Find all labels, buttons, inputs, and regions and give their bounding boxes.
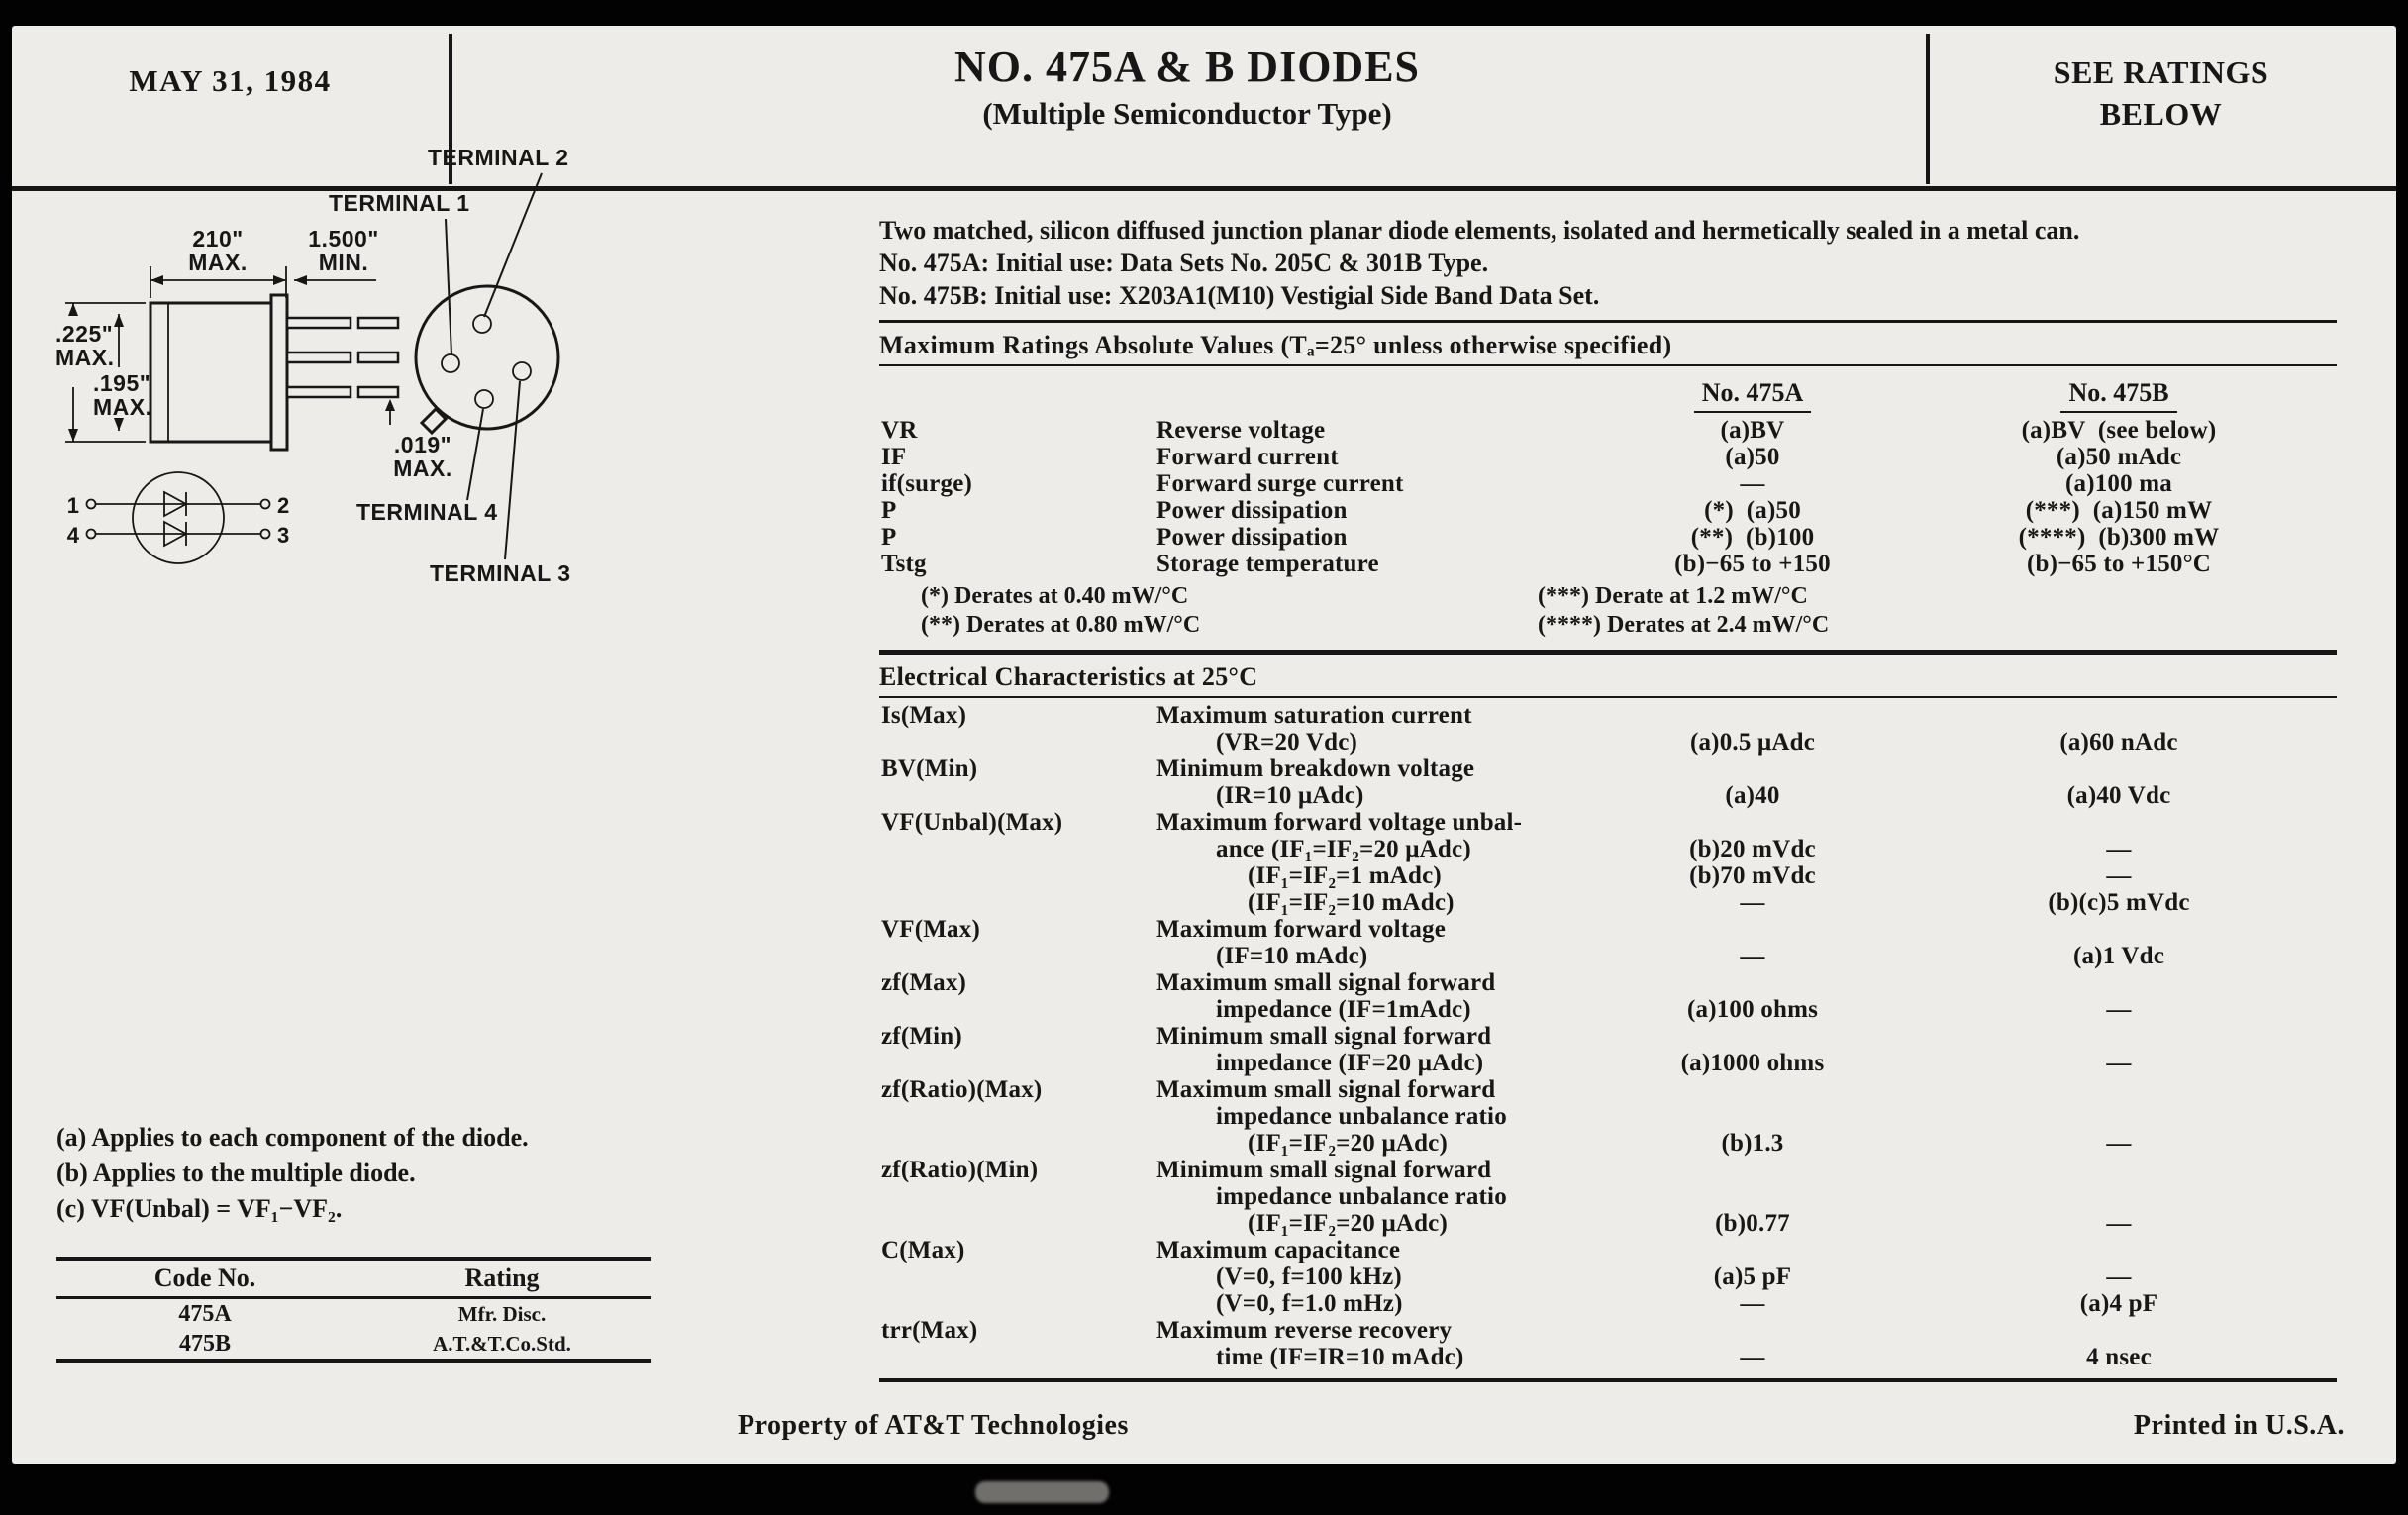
row-symbol bbox=[879, 943, 1156, 969]
value-475b bbox=[1901, 1237, 2337, 1263]
value-475a bbox=[1604, 1317, 1901, 1344]
rating-cell: Mfr. Disc. bbox=[457, 1302, 547, 1326]
electrical-row bbox=[879, 1290, 2337, 1317]
value-475b bbox=[1901, 1183, 2337, 1210]
dim-body-value: .195" bbox=[93, 370, 151, 396]
value-475b bbox=[1901, 809, 2337, 836]
footnote-definitions bbox=[56, 1120, 690, 1227]
electrical-row bbox=[879, 1076, 2337, 1103]
footnote-row bbox=[879, 582, 2337, 611]
code-cell: 475A bbox=[178, 1301, 232, 1327]
electrical-row bbox=[879, 1183, 2337, 1210]
row-symbol: IF bbox=[881, 444, 907, 470]
value-475b: — bbox=[2106, 1130, 2132, 1157]
value-475a: — bbox=[1740, 889, 1765, 916]
electrical-row bbox=[879, 1317, 2337, 1344]
row-description: Maximum forward voltage unbal- bbox=[1156, 809, 1523, 836]
electrical-row bbox=[879, 862, 2337, 889]
terminal-1-callout-line bbox=[446, 219, 452, 354]
specifications-column bbox=[879, 214, 2337, 1382]
terminal-1-label: TERMINAL 1 bbox=[329, 190, 470, 216]
can-flange bbox=[271, 295, 287, 450]
row-symbol bbox=[879, 729, 1156, 756]
row-symbol: VR bbox=[881, 417, 918, 444]
row-description: Power dissipation bbox=[1156, 524, 1348, 551]
row-symbol: Tstg bbox=[881, 551, 927, 577]
row-description: ance (IF₁=IF₂=20 μAdc) bbox=[1216, 836, 1471, 862]
ratings-note-line1: SEE RATINGS bbox=[2053, 54, 2269, 90]
row-symbol: VF(Max) bbox=[881, 916, 980, 943]
value-475b bbox=[1901, 1023, 2337, 1050]
row-symbol: trr(Max) bbox=[881, 1317, 978, 1344]
row-description: (IF₁=IF₂=20 μAdc) bbox=[1248, 1210, 1449, 1237]
note-b: (b) Applies to the multiple diode. bbox=[56, 1159, 416, 1187]
row-symbol bbox=[879, 1050, 1156, 1076]
section-rule bbox=[879, 320, 2337, 323]
electrical-row bbox=[879, 1050, 2337, 1076]
value-475b bbox=[1901, 702, 2337, 729]
value-475b: (****) (b)300 mW bbox=[2018, 524, 2220, 551]
value-475a: (a)50 bbox=[1725, 444, 1780, 470]
row-symbol: zf(Max) bbox=[881, 969, 967, 996]
value-475a: — bbox=[1740, 943, 1765, 969]
value-475b: (b)−65 to +150°C bbox=[2026, 551, 2212, 577]
row-description: (VR=20 Vdc) bbox=[1216, 729, 1358, 756]
electrical-row bbox=[879, 943, 2337, 969]
electrical-row bbox=[879, 889, 2337, 916]
row-description: (IF₁=IF₂=20 μAdc) bbox=[1248, 1130, 1449, 1157]
value-475b: (***) (a)150 mW bbox=[2025, 497, 2213, 524]
value-475b: — bbox=[2106, 862, 2132, 889]
value-475b: (a)100 ma bbox=[2064, 470, 2173, 497]
footnote-left: (*) Derates at 0.40 mW/°C bbox=[921, 583, 1189, 609]
row-description: Maximum reverse recovery bbox=[1156, 1317, 1453, 1344]
footnote-left: (**) Derates at 0.80 mW/°C bbox=[921, 612, 1201, 638]
pin-hole-terminal-3 bbox=[513, 362, 531, 380]
value-475a: — bbox=[1740, 1290, 1765, 1317]
value-475a: (b)0.77 bbox=[1715, 1210, 1790, 1237]
row-symbol bbox=[879, 836, 1156, 862]
value-475b: — bbox=[2106, 1210, 2132, 1237]
row-symbol bbox=[879, 1130, 1156, 1157]
terminal-2-label: TERMINAL 2 bbox=[428, 145, 569, 170]
value-475a: (b)1.3 bbox=[1721, 1130, 1784, 1157]
value-475a: (a)1000 ohms bbox=[1680, 1050, 1825, 1076]
value-475a bbox=[1604, 1076, 1901, 1103]
electrical-row bbox=[879, 1263, 2337, 1290]
row-symbol bbox=[879, 1103, 1156, 1130]
code-table-bottom-rule bbox=[56, 1359, 651, 1363]
value-475a: (a)40 bbox=[1725, 782, 1780, 809]
row-description: (IF₁=IF₂=10 mAdc) bbox=[1248, 889, 1455, 916]
electrical-row bbox=[879, 836, 2337, 862]
value-475a: (b)−65 to +150 bbox=[1674, 551, 1831, 577]
code-column-header: Code No. bbox=[153, 1263, 256, 1292]
value-475a: (a)5 pF bbox=[1713, 1263, 1792, 1290]
value-475a bbox=[1604, 702, 1901, 729]
value-475a: — bbox=[1740, 470, 1765, 497]
dim-pin-value: .019" bbox=[393, 432, 452, 457]
rating-cell: A.T.&T.Co.Std. bbox=[433, 1332, 571, 1356]
footnote-row bbox=[879, 611, 2337, 640]
terminal-3-callout-line bbox=[505, 381, 520, 559]
value-475b bbox=[1901, 916, 2337, 943]
section-rule-thick bbox=[879, 650, 2337, 655]
row-description: impedance (IF=1mAdc) bbox=[1216, 996, 1471, 1023]
value-475a: (b)70 mVdc bbox=[1689, 862, 1816, 889]
dim-height-value: .225" bbox=[55, 321, 114, 347]
electrical-row bbox=[879, 756, 2337, 782]
value-475b: 4 nsec bbox=[2086, 1344, 2152, 1370]
value-475a bbox=[1604, 969, 1901, 996]
dim-pin-unit: MAX. bbox=[393, 455, 452, 481]
value-475b: (a)60 nAdc bbox=[2059, 729, 2178, 756]
dim-height-unit: MAX. bbox=[55, 345, 115, 370]
row-symbol bbox=[879, 1210, 1156, 1237]
ratings-table bbox=[879, 417, 2337, 577]
ratings-section-title: Maximum Ratings Absolute Values (Tₐ=25° unless otherwise specified) bbox=[879, 331, 1672, 359]
row-description: Power dissipation bbox=[1156, 497, 1348, 524]
row-description: impedance unbalance ratio bbox=[1216, 1103, 1507, 1130]
electrical-row bbox=[879, 809, 2337, 836]
device-description: Two matched, silicon diffused junction planar diode elements, isolated and hermetically sealed in a metal can. bbox=[879, 216, 2080, 245]
column-header-475a: No. 475A bbox=[1604, 376, 1901, 413]
value-475b bbox=[1901, 1317, 2337, 1344]
note-a: (a) Applies to each component of the diode. bbox=[56, 1123, 529, 1152]
row-symbol: C(Max) bbox=[881, 1237, 965, 1263]
value-475b bbox=[1901, 756, 2337, 782]
value-475a bbox=[1604, 756, 1901, 782]
row-description: (V=0, f=1.0 mHz) bbox=[1216, 1290, 1403, 1317]
ratings-footnotes bbox=[879, 582, 2337, 640]
dim-can-width bbox=[150, 226, 286, 298]
electrical-row bbox=[879, 1237, 2337, 1263]
lead-2-tip bbox=[358, 353, 398, 362]
value-475b: (a)BV (see below) bbox=[2021, 417, 2217, 444]
dim-lead-value: 1.500" bbox=[308, 226, 379, 252]
value-475a: (b)20 mVdc bbox=[1689, 836, 1816, 862]
lead-3 bbox=[287, 387, 351, 397]
document-title: NO. 475A & B DIODES bbox=[953, 43, 1421, 91]
value-475a bbox=[1604, 1183, 1901, 1210]
ratings-row bbox=[879, 524, 2337, 551]
datasheet-page bbox=[12, 26, 2396, 1464]
dim-body-unit: MAX. bbox=[93, 394, 152, 420]
ratings-note bbox=[1926, 51, 2396, 135]
footnote-right: (***) Derate at 1.2 mW/°C bbox=[1538, 583, 1808, 609]
value-475a: (a)BV bbox=[1720, 417, 1785, 444]
value-475b: — bbox=[2106, 996, 2132, 1023]
electrical-section-title: Electrical Characteristics at 25°C bbox=[879, 662, 1258, 691]
document-date: MAY 31, 1984 bbox=[129, 63, 332, 98]
dim-width-value: 210" bbox=[192, 226, 244, 252]
row-symbol bbox=[879, 862, 1156, 889]
row-symbol bbox=[879, 996, 1156, 1023]
terminal-dot-4 bbox=[87, 530, 96, 539]
value-475a bbox=[1604, 1023, 1901, 1050]
symbol-pin-2: 2 bbox=[277, 493, 290, 518]
row-symbol: zf(Ratio)(Max) bbox=[881, 1076, 1043, 1103]
row-description: impedance unbalance ratio bbox=[1216, 1183, 1507, 1210]
dim-width-unit: MAX. bbox=[188, 250, 248, 275]
value-475b: — bbox=[2106, 1263, 2132, 1290]
row-symbol: zf(Ratio)(Min) bbox=[881, 1157, 1039, 1183]
terminal-dot-1 bbox=[87, 500, 96, 509]
electrical-table bbox=[879, 702, 2337, 1370]
value-475b: (a)40 Vdc bbox=[2066, 782, 2171, 809]
document-subtitle: (Multiple Semiconductor Type) bbox=[982, 96, 1392, 131]
row-description: Maximum forward voltage bbox=[1156, 916, 1447, 943]
pin-hole-terminal-1 bbox=[442, 354, 459, 372]
value-475a: (**) (b)100 bbox=[1690, 524, 1815, 551]
row-symbol: Is(Max) bbox=[881, 702, 967, 729]
ratings-row bbox=[879, 551, 2337, 577]
terminal-4-label: TERMINAL 4 bbox=[356, 499, 498, 525]
electrical-row bbox=[879, 1210, 2337, 1237]
symbol-pin-1: 1 bbox=[66, 493, 79, 518]
row-description: impedance (IF=20 μAdc) bbox=[1216, 1050, 1484, 1076]
code-table-header bbox=[56, 1261, 651, 1296]
value-475b bbox=[1901, 1103, 2337, 1130]
row-symbol: VF(Unbal)(Max) bbox=[881, 809, 1063, 836]
terminal-callouts bbox=[329, 145, 571, 586]
ratings-row bbox=[879, 497, 2337, 524]
row-description: Minimum small signal forward bbox=[1156, 1157, 1492, 1183]
electrical-row bbox=[879, 996, 2337, 1023]
row-description: (V=0, f=100 kHz) bbox=[1216, 1263, 1402, 1290]
row-description: (IF₁=IF₂=1 mAdc) bbox=[1248, 862, 1442, 889]
note-c: (c) VF(Unbal) = VF₁−VF₂. bbox=[56, 1194, 343, 1223]
initial-use-475a: No. 475A: Initial use: Data Sets No. 205C & 301B Type. bbox=[879, 249, 1489, 277]
row-description: Minimum breakdown voltage bbox=[1156, 756, 1475, 782]
row-description: Reverse voltage bbox=[1156, 417, 1326, 444]
value-475b bbox=[1901, 969, 2337, 996]
electrical-row bbox=[879, 969, 2337, 996]
printed-notice: Printed in U.S.A. bbox=[2133, 1410, 2345, 1441]
value-475a bbox=[1604, 916, 1901, 943]
ratings-row bbox=[879, 417, 2337, 444]
value-475b: (b)(c)5 mVdc bbox=[2048, 889, 2190, 916]
scan-artifact bbox=[975, 1481, 1109, 1503]
value-475b: (a)1 Vdc bbox=[2072, 943, 2165, 969]
header-center bbox=[449, 42, 1926, 132]
rating-column-header: Rating bbox=[464, 1263, 540, 1292]
row-description: Forward current bbox=[1156, 444, 1339, 470]
terminal-3-label: TERMINAL 3 bbox=[430, 560, 571, 586]
value-475b bbox=[1901, 1157, 2337, 1183]
property-notice: Property of AT&T Technologies bbox=[738, 1410, 1129, 1441]
ratings-note-line2: BELOW bbox=[2099, 96, 2223, 132]
value-475a bbox=[1604, 1157, 1901, 1183]
symbol-pin-4: 4 bbox=[66, 523, 79, 548]
row-description: Maximum saturation current bbox=[1156, 702, 1472, 729]
lead-3-tip bbox=[358, 387, 398, 397]
electrical-row bbox=[879, 1023, 2337, 1050]
value-475b: — bbox=[2106, 836, 2132, 862]
lead-1-tip bbox=[358, 318, 398, 328]
row-symbol bbox=[879, 782, 1156, 809]
terminal-4-callout-line bbox=[467, 409, 483, 500]
row-description: Maximum capacitance bbox=[1156, 1237, 1401, 1263]
row-description: Maximum small signal forward bbox=[1156, 969, 1496, 996]
ratings-row bbox=[879, 470, 2337, 497]
value-475b bbox=[1901, 1076, 2337, 1103]
electrical-row bbox=[879, 1344, 2337, 1370]
dual-diode-symbol bbox=[67, 472, 290, 563]
ratings-column-headers bbox=[879, 376, 2337, 413]
symbol-pin-3: 3 bbox=[277, 523, 290, 548]
code-table-row bbox=[56, 1329, 651, 1359]
terminal-dot-2 bbox=[261, 500, 270, 509]
row-description: Forward surge current bbox=[1156, 470, 1404, 497]
row-symbol bbox=[879, 1263, 1156, 1290]
row-symbol: if(surge) bbox=[881, 470, 973, 497]
row-description: Storage temperature bbox=[1156, 551, 1379, 577]
can-side-view bbox=[150, 295, 398, 450]
row-symbol: P bbox=[881, 497, 897, 524]
row-symbol bbox=[879, 1290, 1156, 1317]
row-symbol: zf(Min) bbox=[881, 1023, 962, 1050]
terminal-2-callout-line bbox=[484, 173, 542, 317]
row-symbol: BV(Min) bbox=[881, 756, 978, 782]
row-description: Minimum small signal forward bbox=[1156, 1023, 1492, 1050]
terminal-dot-3 bbox=[261, 530, 270, 539]
code-table-row bbox=[56, 1299, 651, 1329]
value-475a bbox=[1604, 809, 1901, 836]
value-475b: (a)50 mAdc bbox=[2056, 444, 2182, 470]
code-cell: 475B bbox=[178, 1331, 231, 1357]
electrical-row bbox=[879, 1103, 2337, 1130]
electrical-row bbox=[879, 729, 2337, 756]
table-bottom-rule bbox=[879, 1378, 2337, 1382]
electrical-row bbox=[879, 916, 2337, 943]
electrical-row bbox=[879, 782, 2337, 809]
column-header-475b: No. 475B bbox=[1901, 376, 2337, 413]
initial-use-475b: No. 475B: Initial use: X203A1(M10) Vestigial Side Band Data Set. bbox=[879, 281, 1600, 310]
value-475a: (a)100 ohms bbox=[1686, 996, 1819, 1023]
value-475a: (*) (a)50 bbox=[1704, 497, 1801, 524]
value-475a bbox=[1604, 1103, 1901, 1130]
row-symbol bbox=[879, 1344, 1156, 1370]
section-rule bbox=[879, 364, 2337, 366]
row-symbol bbox=[879, 889, 1156, 916]
dim-lead-length bbox=[294, 226, 379, 285]
value-475b: (a)4 pF bbox=[2079, 1290, 2158, 1317]
value-475a: (a)0.5 μAdc bbox=[1689, 729, 1816, 756]
row-description: (IF=10 mAdc) bbox=[1216, 943, 1368, 969]
row-symbol bbox=[879, 1183, 1156, 1210]
symbol-circle bbox=[133, 472, 224, 563]
code-table bbox=[56, 1257, 651, 1363]
row-description: (IR=10 μAdc) bbox=[1216, 782, 1364, 809]
value-475a: — bbox=[1740, 1344, 1765, 1370]
row-description: time (IF=IR=10 mAdc) bbox=[1216, 1344, 1464, 1370]
row-symbol: P bbox=[881, 524, 897, 551]
row-description: Maximum small signal forward bbox=[1156, 1076, 1496, 1103]
dim-lead-unit: MIN. bbox=[318, 250, 369, 275]
section-rule bbox=[879, 696, 2337, 698]
electrical-row bbox=[879, 1157, 2337, 1183]
technical-drawing bbox=[42, 140, 863, 932]
lead-2 bbox=[287, 353, 351, 362]
footnote-right: (****) Derates at 2.4 mW/°C bbox=[1538, 612, 1830, 638]
lead-1 bbox=[287, 318, 351, 328]
value-475b: — bbox=[2106, 1050, 2132, 1076]
pin-hole-terminal-4 bbox=[475, 390, 493, 408]
value-475a bbox=[1604, 1237, 1901, 1263]
electrical-row bbox=[879, 1130, 2337, 1157]
ratings-row bbox=[879, 444, 2337, 470]
pin-hole-terminal-2 bbox=[473, 315, 491, 333]
electrical-row bbox=[879, 702, 2337, 729]
